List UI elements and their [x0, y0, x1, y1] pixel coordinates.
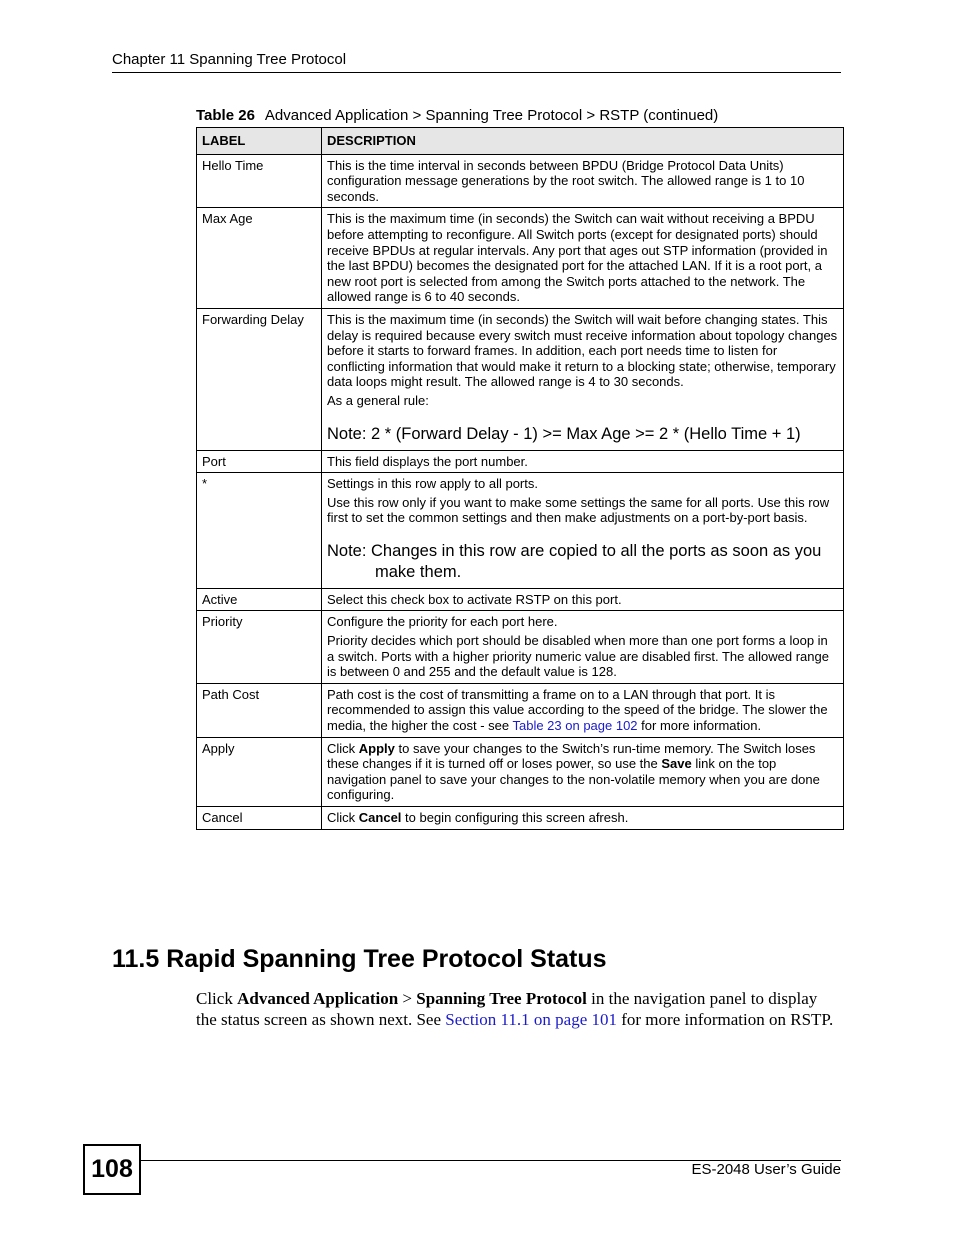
body-text: in the navigation panel to display the status screen as shown next. See — [196, 989, 818, 1029]
description-text: This field displays the port number. — [327, 453, 528, 469]
description-text: This is the time interval in seconds between BPDU (Bridge Protocol Data Units) configuration message generations by the root switch. The allowed range is 1 to 10 seconds. — [327, 157, 805, 204]
table-row — [197, 308, 844, 450]
row-label: Hello Time — [197, 154, 322, 208]
row-label: Port — [197, 450, 322, 473]
cancel-term: Cancel — [358, 810, 402, 825]
table-row — [197, 473, 844, 589]
guide-title: ES-2048 User’s Guide — [691, 1161, 841, 1178]
table-row — [197, 807, 844, 830]
row-label: Priority — [197, 611, 322, 683]
table-caption — [196, 107, 842, 125]
body-text: for more information on RSTP. — [616, 1010, 834, 1029]
rstp-field-table — [196, 127, 844, 830]
table-row — [197, 737, 844, 806]
section-body-paragraph — [196, 988, 842, 1030]
description-text — [327, 741, 838, 803]
table-row — [197, 588, 844, 611]
description-text — [327, 687, 838, 734]
row-description — [322, 807, 844, 830]
table-row — [197, 208, 844, 309]
table-row — [197, 611, 844, 683]
body-bold-spanning-tree-protocol: Spanning Tree Protocol — [416, 989, 587, 1008]
body-text: > — [398, 989, 417, 1008]
body-text: Click — [196, 989, 238, 1008]
page-number: 108 — [83, 1144, 141, 1195]
table-caption-label: Table 26 — [196, 107, 255, 124]
row-description — [322, 450, 844, 473]
row-description — [322, 154, 844, 208]
row-description — [322, 473, 844, 589]
row-description — [322, 737, 844, 806]
body-bold-advanced-application: Advanced Application — [237, 989, 399, 1008]
table-header-row — [197, 128, 844, 155]
description-text: Use this row only if you want to make some settings the same for all ports. Use this row first to set the common settings and then make adjustments on a port-by-port basis. — [327, 494, 830, 526]
description-text-c: to save your changes to the Switch’s run-time memory. The Switch loses these changes if it is turned off or loses power, so use the — [327, 740, 816, 772]
row-label: Active — [197, 588, 322, 611]
description-text: Configure the priority for each port here. — [327, 614, 558, 630]
apply-term: Apply — [358, 740, 395, 756]
description-text — [327, 810, 838, 826]
table-row — [197, 450, 844, 473]
column-header-description: DESCRIPTION — [322, 128, 844, 155]
description-text: Select this check box to activate RSTP on this port. — [327, 591, 622, 607]
row-label: Cancel — [197, 807, 322, 830]
row-label: Max Age — [197, 208, 322, 309]
description-text: Priority decides which port should be disabled when more than one port forms a loop in a switch. Ports with a higher priority numeric value are disabled first. The allowed range is between 0 and 255 and the default value is 128. — [327, 633, 829, 680]
note-text: Note: 2 * (Forward Delay - 1) >= Max Age >= 2 * (Hello Time + 1) — [327, 424, 801, 443]
description-text: This is the maximum time (in seconds) the Switch will wait before changing states. This delay is required because every switch must receive information about topology changes before it starts to forward frames. In addition, each port needs time to listen for conflicting information that would make it return to a blocking state; otherwise, temporary data loops might result. The allowed range is 4 to 30 seconds. — [327, 311, 838, 390]
row-description — [322, 683, 844, 737]
row-description — [322, 308, 844, 450]
description-text-pre: Path cost is the cost of transmitting a frame on to a LAN through that port. It is recommended to assign this value according to the speed of the bridge. The slower the media, the higher the cost - see — [327, 686, 828, 734]
table-caption-text: Advanced Application > Spanning Tree Protocol > RSTP (continued) — [264, 107, 719, 124]
row-label: Apply — [197, 737, 322, 806]
table-23-link[interactable]: Table 23 on page 102 — [512, 718, 638, 734]
description-text-e: link on the top navigation panel to save your changes to the non-volatile memory when you are done configuring. — [327, 756, 820, 803]
description-text-post: for more information. — [637, 718, 762, 734]
row-label: Path Cost — [197, 683, 322, 737]
description-text-a: Click — [327, 810, 359, 825]
chapter-header: Chapter 11 Spanning Tree Protocol — [112, 51, 841, 73]
table-row — [197, 154, 844, 208]
row-label: Forwarding Delay — [197, 308, 322, 450]
row-label: * — [197, 473, 322, 589]
description-text-c: to begin configuring this screen afresh. — [401, 810, 629, 825]
section-heading: 11.5 Rapid Spanning Tree Protocol Status — [112, 945, 607, 973]
description-text-a: Click — [327, 740, 359, 756]
description-text: Settings in this row apply to all ports. — [327, 476, 538, 492]
row-description — [322, 588, 844, 611]
note-text: Note: Changes in this row are copied to all the ports as soon as you make them. — [327, 541, 822, 581]
column-header-label: LABEL — [197, 128, 322, 155]
row-description — [322, 611, 844, 683]
description-text: As a general rule: — [327, 392, 429, 408]
table-row — [197, 683, 844, 737]
section-11-1-link[interactable]: Section 11.1 on page 101 — [445, 1010, 617, 1029]
description-text: This is the maximum time (in seconds) the Switch can wait without receiving a BPDU before attempting to reconfigure. All Switch ports (except for designated ports) should receive BPDUs at regular intervals. Any port that ages out STP information (provided in the last BPDU) becomes the designated port for the attached LAN. If it is a root port, a new root port is selected from among the Switch ports attached to the network. The allowed range is 6 to 40 seconds. — [327, 211, 828, 305]
save-term: Save — [661, 756, 692, 772]
row-description — [322, 208, 844, 309]
